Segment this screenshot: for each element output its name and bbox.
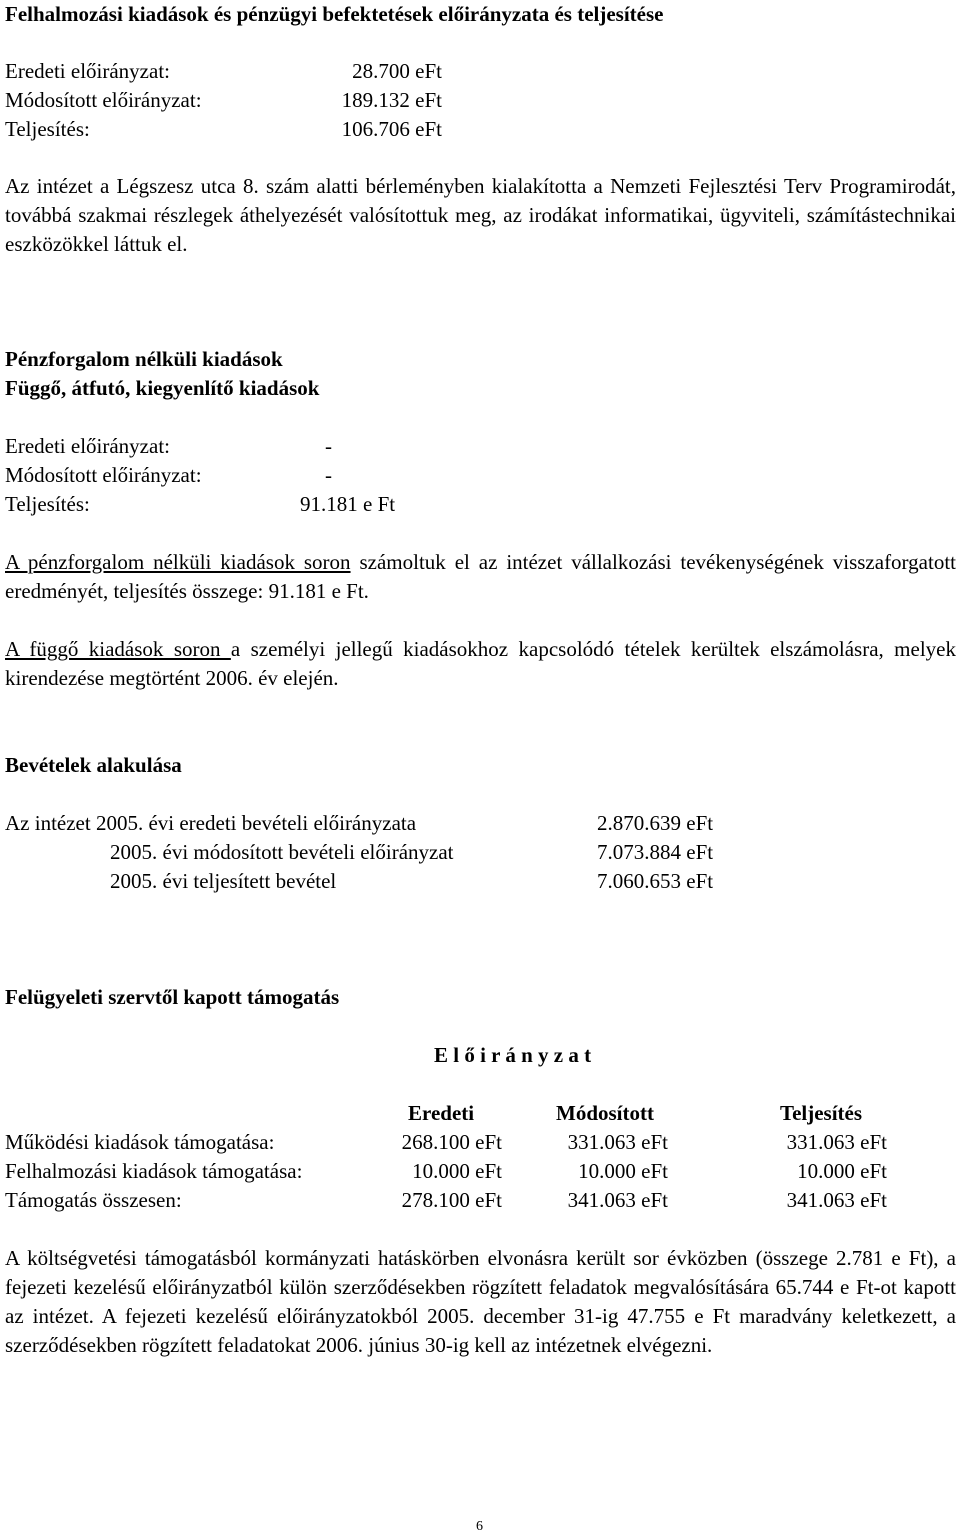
s2-label-eredeti: Eredeti előirányzat: — [5, 434, 170, 458]
s2-value-teljesites: 91.181 e Ft — [300, 492, 396, 516]
support-row-teljesites: 331.063 eFt — [786, 1130, 887, 1154]
page-number: 6 — [476, 1519, 483, 1534]
s3-label-teljesitett: 2005. évi teljesített bevétel — [110, 869, 337, 893]
section-title-felhalmozasi: Felhalmozási kiadások és pénzügyi befektetések előirányzata és teljesítése — [5, 2, 664, 26]
s2-para2-rest: a személyi jellegű kiadásokhoz kapcsolódó tételek kerültek elszámolásra, melyek kirendezése megtörtént 2006. év elején. — [5, 637, 956, 690]
support-row-modositott: 10.000 eFt — [578, 1159, 668, 1183]
section-subtitle-fuggo: Függő, átfutó, kiegyenlítő kiadások — [5, 376, 320, 400]
s2-value-modositott: - — [325, 463, 332, 487]
eloiranyzat-heading: E l ő i r á n y z a t — [434, 1043, 592, 1067]
section-title-penzforgalom: Pénzforgalom nélküli kiadások — [5, 347, 283, 371]
s1-label-modositott: Módosított előirányzat: — [5, 88, 202, 112]
s1-paragraph: Az intézet a Légszesz utca 8. szám alatti bérleményben kialakította a Nemzeti Fejlesztési Terv Programirodát, továbbá szakmai részlegek áthelyezését valósítottuk meg, az irodákat informatikai, ügyviteli, számítástechnikai eszközökkel láttuk el. — [5, 174, 956, 256]
s1-value-eredeti: 28.700 eFt — [352, 59, 442, 83]
s3-label-modositott: 2005. évi módosított bevételi előirányzat — [110, 840, 454, 864]
s3-label-eredeti: Az intézet 2005. évi eredeti bevételi előirányzata — [5, 811, 417, 835]
s1-value-modositott: 189.132 eFt — [341, 88, 442, 112]
col-header-eredeti: Eredeti — [408, 1101, 475, 1125]
s1-label-eredeti: Eredeti előirányzat: — [5, 59, 170, 83]
col-header-modositott: Módosított — [556, 1101, 654, 1125]
s1-value-teljesites: 106.706 eFt — [341, 117, 442, 141]
support-row-label: Támogatás összesen: — [5, 1188, 182, 1212]
s2-para1-underlined: A pénzforgalom nélküli kiadások soron — [5, 550, 351, 574]
section-title-felugyeleti: Felügyeleti szervtől kapott támogatás — [5, 985, 340, 1009]
s2-para2-underlined: A függő kiadások soron — [5, 637, 231, 661]
s2-label-teljesites: Teljesítés: — [5, 492, 90, 516]
support-row-teljesites: 341.063 eFt — [786, 1188, 887, 1212]
s3-value-teljesitett: 7.060.653 eFt — [597, 869, 714, 893]
support-row-teljesites: 10.000 eFt — [797, 1159, 887, 1183]
s2-label-modositott: Módosított előirányzat: — [5, 463, 202, 487]
s3-value-modositott: 7.073.884 eFt — [597, 840, 714, 864]
support-row-modositott: 331.063 eFt — [567, 1130, 668, 1154]
s4-paragraph: A költségvetési támogatásból kormányzati hatáskörben elvonásra került sor évközben (összege 2.781 e Ft), a fejezeti kezelésű előirányzatból külön szerződésekben rögzített feladatok megvalósítására 65.744 e Ft-ot kapott az intézet. A fejezeti kezelésű előirányzatokból 2005. december 31-ig 47.755 e Ft maradvány keletkezett, a szerződésekben rögzített feladatokat 2006. június 30-ig kell az intézetnek elvégezni. — [5, 1246, 956, 1357]
s1-label-teljesites: Teljesítés: — [5, 117, 90, 141]
s2-value-eredeti: - — [325, 434, 332, 458]
section-title-bevetelek: Bevételek alakulása — [5, 753, 182, 777]
s2-paragraph-1 — [5, 548, 956, 606]
support-row-label: Működési kiadások támogatása: — [5, 1130, 275, 1154]
support-row-eredeti: 278.100 eFt — [401, 1188, 502, 1212]
s3-value-eredeti: 2.870.639 eFt — [597, 811, 714, 835]
support-row-eredeti: 268.100 eFt — [401, 1130, 502, 1154]
col-header-teljesites: Teljesítés — [780, 1101, 863, 1125]
s2-paragraph-2 — [5, 635, 956, 693]
support-row-modositott: 341.063 eFt — [567, 1188, 668, 1212]
support-row-label: Felhalmozási kiadások támogatása: — [5, 1159, 303, 1183]
support-row-eredeti: 10.000 eFt — [412, 1159, 502, 1183]
s2-para1-rest: számoltuk el az intézet vállalkozási tevékenységének visszaforgatott eredményét, teljesítés összege: 91.181 e Ft. — [5, 550, 956, 603]
